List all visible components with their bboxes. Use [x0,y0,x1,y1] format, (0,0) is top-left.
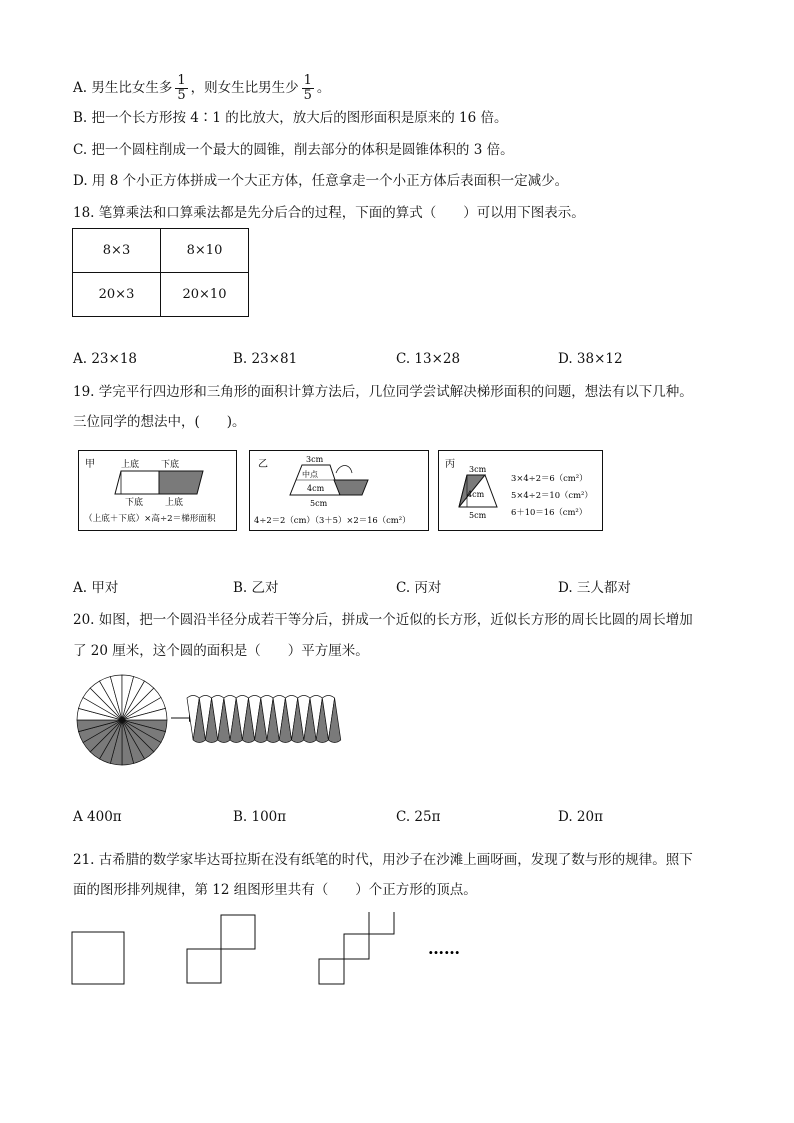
label-top-base-right: 上底 [165,498,184,508]
q19-option-a: A. 甲对 [73,580,119,596]
q19-option-b: B. 乙对 [233,580,279,596]
q21-stem-line1: 21. 古希腊的数学家毕达哥拉斯在没有纸笔的时代，用沙子在沙滩上画呀画，发现了数与形的规律。照下 [73,852,693,868]
q19-option-c: C. 丙对 [396,580,442,596]
q18-option-b: B. 23×81 [233,351,298,367]
q18-multiplication-grid [72,228,249,317]
grid-cell: 20×10 [161,273,249,317]
pattern-group-2-square [221,915,255,949]
grid-cell: 8×3 [73,229,161,273]
q20-circle-figure [75,672,345,768]
grid-cell: 8×10 [161,229,249,273]
q21-square-pattern [70,912,490,990]
q18-option-c: C. 13×28 [396,351,461,367]
option-a-end: 。 [316,80,331,96]
option-a-line [73,74,330,103]
panel-yi-formula: 4÷2＝2（cm）（3＋5）×2＝16（cm²） [254,515,411,525]
pattern-group-2-square [187,949,221,983]
pattern-ellipsis: …… [428,939,460,958]
grid-cell: 20×3 [73,273,161,317]
calc-line-2: 5×4÷2＝10（cm²） [511,490,593,500]
q19-stem-line1: 19. 学完平行四边形和三角形的面积计算方法后，几位同学尝试解决梯形面积的问题，想法有以下几种。 [73,384,693,400]
pattern-group-3-square [319,959,344,984]
q20-option-a: A 400π [73,809,122,825]
label-bing-height: 4cm [467,490,485,499]
panel-jia [78,450,237,531]
panel-jia-formula: （上底＋下底）×高÷2＝梯形面积 [84,514,216,524]
approximate-rectangle [187,696,341,743]
pattern-group-1-square [72,932,124,984]
q18-option-a: A. 23×18 [73,351,137,367]
trapezoid-left [115,471,159,494]
trapezoid-right-shaded [159,471,203,494]
label-bottom-base-right: 下底 [161,460,180,470]
q18-stem: 18. 笔算乘法和口算乘法都是先分后合的过程，下面的算式（ ）可以用下图表示。 [73,205,585,221]
label-bing-top: 3cm [469,465,487,474]
divided-circle [77,675,167,765]
panel-bing-label: 丙 [445,459,455,470]
q20-option-c: C. 25π [396,809,441,825]
label-yi-mid: 中点 [302,470,318,479]
panel-bing [438,450,603,531]
panel-yi-label: 乙 [258,459,268,470]
option-a-pre: A. 男生比女生多 [73,80,173,96]
panel-yi [249,450,429,531]
q18-option-d: D. 38×12 [558,351,623,367]
q20-stem-line1: 20. 如图，把一个圆沿半径分成若干等分后，拼成一个近似的长方形，近似长方形的周长比圆的周长增加 [73,612,693,628]
q20-stem-line2: 了 20 厘米，这个圆的面积是（ ）平方厘米。 [73,643,369,659]
option-d-line: D. 用 8 个小正方体拼成一个大正方体，任意拿走一个小正方体后表面积一定减少。 [73,173,569,189]
option-a-mid: ，则女生比男生少 [190,80,299,96]
pattern-group-3-square [344,934,369,959]
q20-option-d: D. 20π [558,809,603,825]
label-yi-bottom: 5cm [310,499,328,508]
q19-stem-line2: 三位同学的想法中，( )。 [73,414,246,430]
rotated-piece-shaded [334,480,368,495]
panel-yi-figure [250,451,428,530]
option-b-line: B. 把一个长方形按 4∶1 的比放大，放大后的图形面积是原来的 16 倍。 [73,110,508,126]
pattern-group-3-square [369,912,394,934]
label-bottom-base-left: 下底 [125,498,144,508]
fraction-one-fifth-2: $\frac{1}{5}$ [303,73,312,103]
label-bing-bottom: 5cm [469,511,487,520]
rotation-arc-icon [336,466,352,474]
panel-bing-figure [439,451,602,530]
label-yi-top: 3cm [306,455,324,464]
q21-stem-line2: 面的图形排列规律，第 12 组图形里共有（ ）个正方形的顶点。 [73,882,477,898]
calc-line-1: 3×4÷2＝6（cm²） [511,473,588,483]
label-yi-height: 4cm [307,484,325,493]
panel-jia-figure [79,451,236,530]
option-c-line: C. 把一个圆柱削成一个最大的圆锥，削去部分的体积是圆锥体积的 3 倍。 [73,142,514,158]
q19-option-d: D. 三人都对 [558,580,631,596]
label-top-base: 上底 [121,460,140,470]
panel-jia-label: 甲 [85,459,95,470]
calc-line-3: 6＋10＝16（cm²） [511,507,588,517]
fraction-one-fifth: $\frac{1}{5}$ [177,73,186,103]
q20-option-b: B. 100π [233,809,287,825]
